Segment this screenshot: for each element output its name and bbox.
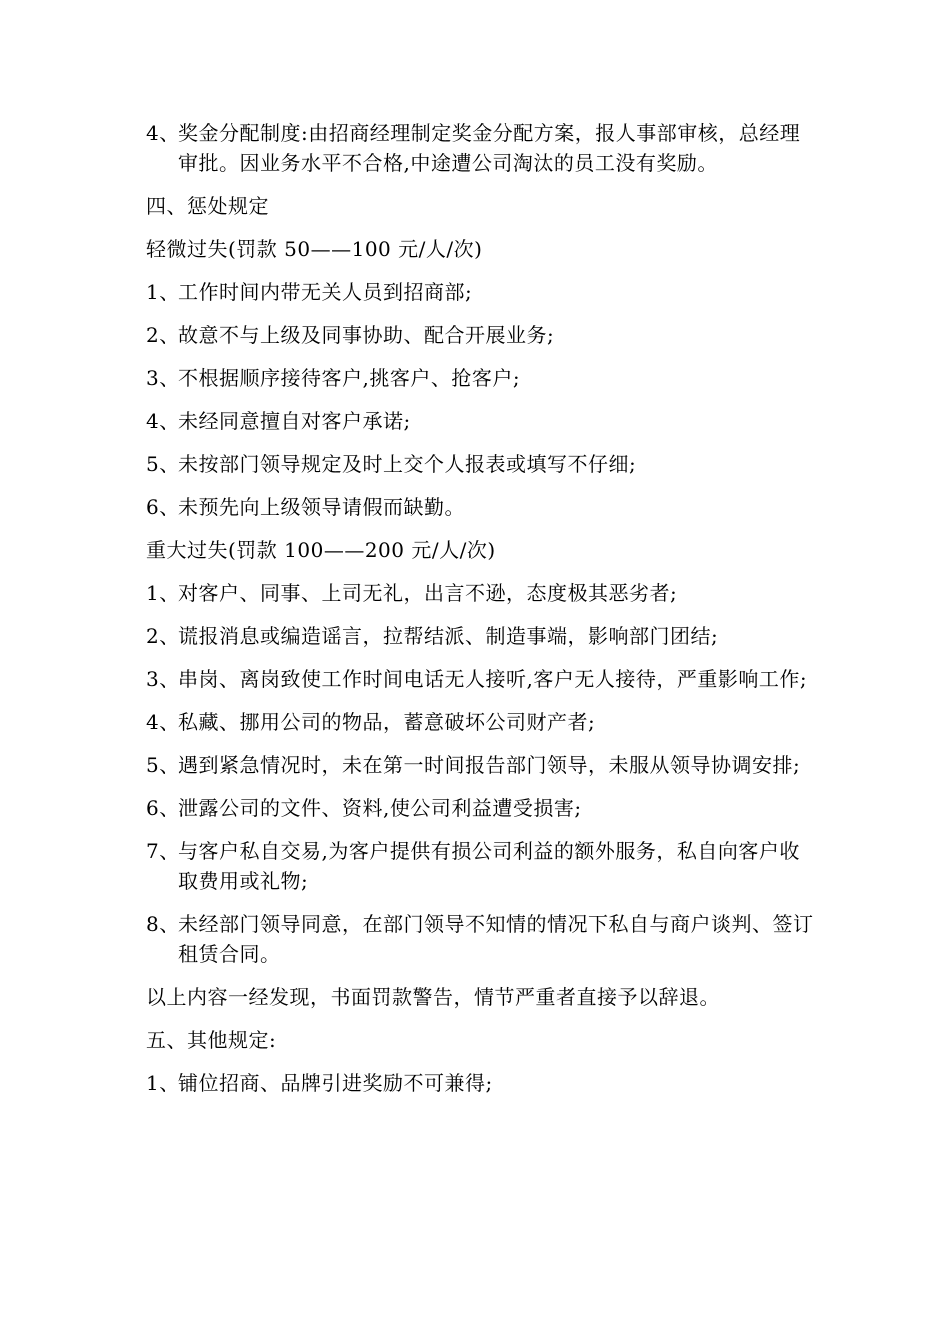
item-text: 未经同意擅自对客户承诺; — [178, 409, 411, 433]
item-number: 7、 — [146, 839, 180, 863]
item-text: 不根据顺序接待客户,挑客户、抢客户; — [178, 366, 521, 390]
item-number: 2、 — [146, 323, 180, 347]
item-text: 对客户、同事、上司无礼，出言不逊，态度极其恶劣者; — [178, 581, 678, 605]
list-item — [146, 406, 816, 436]
list-item — [146, 1068, 816, 1098]
item-number: 8、 — [146, 912, 180, 936]
list-item — [146, 909, 816, 969]
item-number: 1、 — [146, 1071, 180, 1095]
item-text: 工作时间内带无关人员到招商部; — [178, 280, 473, 304]
item-text: 私藏、挪用公司的物品，蓄意破坏公司财产者; — [178, 710, 596, 734]
item-text: 串岗、离岗致使工作时间电话无人接听,客户无人接待，严重影响工作; — [178, 667, 808, 691]
item-text: 泄露公司的文件、资料,使公司利益遭受损害; — [178, 796, 582, 820]
item-text: 奖金分配制度:由招商经理制定奖金分配方案，报人事部审核，总经理审批。因业务水平不合格,中途遭公司淘汰的员工没有奖励。 — [178, 121, 801, 175]
section-heading: 五、其他规定: — [146, 1028, 277, 1052]
item-number: 6、 — [146, 495, 180, 519]
list-item — [146, 449, 816, 479]
list-item — [146, 320, 816, 350]
document-body — [146, 118, 816, 1111]
item-number: 3、 — [146, 366, 180, 390]
item-text: 未经部门领导同意，在部门领导不知情的情况下私自与商户谈判、签订租赁合同。 — [178, 912, 814, 966]
item-text: 遇到紧急情况时，未在第一时间报告部门领导，未服从领导协调安排; — [178, 753, 801, 777]
list-item — [146, 707, 816, 737]
list-item — [146, 836, 816, 896]
list-item — [146, 363, 816, 393]
paragraph: 以上内容一经发现，书面罚款警告，情节严重者直接予以辞退。 — [146, 985, 720, 1009]
item-number: 4、 — [146, 409, 180, 433]
subsection-heading: 重大过失(罚款 100——200 元/人/次) — [146, 538, 496, 562]
item-text: 未预先向上级领导请假而缺勤。 — [178, 495, 465, 519]
list-item — [146, 793, 816, 823]
item-number: 6、 — [146, 796, 180, 820]
item-number: 5、 — [146, 452, 180, 476]
list-item — [146, 492, 816, 522]
subsection-heading: 轻微过失(罚款 50——100 元/人/次) — [146, 237, 483, 261]
item-text: 谎报消息或编造谣言，拉帮结派、制造事端，影响部门团结; — [178, 624, 719, 648]
section-heading: 四、惩处规定 — [146, 194, 269, 218]
item-number: 3、 — [146, 667, 180, 691]
item-number: 2、 — [146, 624, 180, 648]
list-item — [146, 578, 816, 608]
item-number: 1、 — [146, 280, 180, 304]
item-text: 铺位招商、品牌引进奖励不可兼得; — [178, 1071, 493, 1095]
list-item — [146, 118, 816, 178]
item-number: 5、 — [146, 753, 180, 777]
list-item — [146, 750, 816, 780]
list-item — [146, 621, 816, 651]
item-number: 1、 — [146, 581, 180, 605]
item-text: 未按部门领导规定及时上交个人报表或填写不仔细; — [178, 452, 637, 476]
item-number: 4、 — [146, 710, 180, 734]
item-number: 4、 — [146, 121, 180, 145]
list-item — [146, 277, 816, 307]
item-text: 与客户私自交易,为客户提供有损公司利益的额外服务，私自向客户收取费用或礼物; — [178, 839, 800, 893]
item-text: 故意不与上级及同事协助、配合开展业务; — [178, 323, 555, 347]
list-item — [146, 664, 816, 694]
